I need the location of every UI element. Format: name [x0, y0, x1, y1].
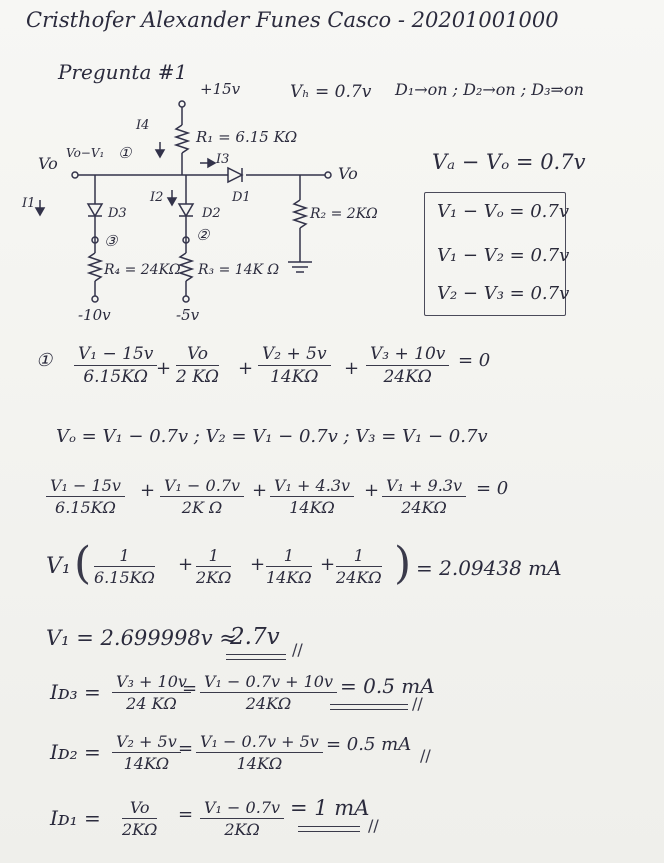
- eq1-term1: $\frac{\text{V₁ − 15v}}{6.15K\Omega}$: [74, 344, 157, 387]
- v1-result-value: 2.7v: [230, 624, 280, 650]
- substitutions-line: Vₒ = V₁ − 0.7v ; V₂ = V₁ − 0.7v ; V₃ = V₁ − 0.7v: [56, 426, 488, 447]
- id1-label: Iᴅ₁ =: [50, 806, 101, 830]
- eq1-equals: = 0: [458, 350, 491, 371]
- question-heading: Pregunta #1: [58, 60, 188, 84]
- id3-term2: $\frac{\text{V₁ − 0.7v + 10v}}{24K\Omega}$: [200, 672, 337, 713]
- eq2-term4: $\frac{\text{V₁ + 9.3v}}{24K\Omega}$: [382, 476, 466, 517]
- eq3-term3: $\frac{1}{14K\Omega}$: [266, 546, 312, 587]
- diode-states-given: D₁→on ; D₂→on ; D₃⇒on: [395, 80, 584, 99]
- vo-v1-label: Vo−V₁: [66, 146, 105, 160]
- vo-right-label: Vo: [338, 164, 358, 183]
- eq3-result: = 2.09438 mA: [416, 556, 562, 580]
- r1-resistor: [176, 125, 188, 153]
- boxed-equations: [424, 192, 570, 316]
- node-2-label: ②: [196, 226, 210, 244]
- r2-label: R₂ = 2KΩ: [310, 206, 378, 222]
- supply-mid-label: -5v: [176, 306, 200, 324]
- d2-label: D2: [202, 206, 221, 221]
- r4-label: R₄ = 24KΩ: [104, 262, 181, 278]
- supply-left-label: -10v: [78, 306, 111, 324]
- eq1-term3: $\frac{\text{V₂ + 5v}}{14K\Omega}$: [258, 344, 331, 387]
- i1-label: I1: [22, 196, 36, 211]
- node-3-label: ③: [104, 232, 118, 250]
- eq3-v1: V₁: [46, 554, 71, 579]
- eq3-term2: $\frac{1}{2K\Omega}$: [196, 546, 232, 587]
- id2-result: = 0.5 mA: [326, 734, 412, 755]
- diode-voltage-given: Vₕ = 0.7v: [290, 82, 372, 102]
- id3-label: Iᴅ₃ =: [50, 680, 101, 704]
- student-title: Cristhofer Alexander Funes Casco - 20201001000: [26, 8, 559, 32]
- r3-label: R₃ = 14K Ω: [198, 262, 280, 278]
- box-eq-2: V₁ − V₂ = 0.7v: [437, 245, 570, 266]
- node-1-label: ①: [118, 144, 132, 162]
- eq3-term4: $\frac{1}{24K\Omega}$: [336, 546, 382, 587]
- id3-term1: $\frac{\text{V₃ + 10v}}{24 K\Omega}$: [112, 672, 191, 713]
- eq1-marker: ①: [36, 350, 53, 371]
- id1-term2: $\frac{\text{V₁ − 0.7v}}{2K\Omega}$: [200, 798, 284, 839]
- i3-label: I3: [216, 152, 230, 167]
- va-vo-equation: Vₐ − Vₒ = 0.7v: [432, 150, 586, 174]
- eq2-term1: $\frac{\text{V₁ − 15v}}{6.15K\Omega}$: [46, 476, 125, 517]
- i4-label: I4: [136, 118, 150, 133]
- id1-term1: $\frac{Vo}{2K\Omega}$: [122, 798, 158, 839]
- id2-label: Iᴅ₂ =: [50, 740, 101, 764]
- id1-result: = 1 mA: [290, 796, 370, 820]
- supply-top-label: +15v: [200, 80, 241, 98]
- id2-term1: $\frac{\text{V₂ + 5v}}{14K\Omega}$: [112, 732, 181, 773]
- eq2-term2: $\frac{\text{V₁ − 0.7v}}{\text{2K Ω}}$: [160, 476, 244, 517]
- box-eq-1: V₁ − Vₒ = 0.7v: [437, 201, 569, 222]
- box-eq-3: V₂ − V₃ = 0.7v: [437, 283, 570, 304]
- eq3-term1: $\frac{1}{6.15K\Omega}$: [94, 546, 155, 587]
- d3-label: D3: [108, 206, 127, 221]
- id3-result: = 0.5 mA: [340, 674, 435, 698]
- r1-label: R₁ = 6.15 KΩ: [196, 128, 298, 146]
- eq1-term4: $\frac{\text{V₃ + 10v}}{24K\Omega}$: [366, 344, 449, 387]
- i2-label: I2: [150, 190, 164, 205]
- eq2-term3: $\frac{\text{V₁ + 4.3v}}{14K\Omega}$: [270, 476, 354, 517]
- eq1-term2: $\frac{Vo}{2 K\Omega}$: [176, 344, 220, 387]
- v1-result-lhs: V₁ = 2.699998v ≈: [46, 626, 237, 650]
- eq2-equals: = 0: [476, 478, 509, 499]
- d1-label: D1: [232, 190, 251, 205]
- vo-left-label: Vo: [38, 154, 58, 173]
- id2-term2: $\frac{\text{V₁ − 0.7v + 5v}}{14K\Omega}$: [196, 732, 323, 773]
- homework-page: Cristhofer Alexander Funes Casco - 20201001000 Pregunta #1 Vₕ = 0.7v D₁→on ; D₂→on ; D₃⇒on +15v R₁ = 6.15 KΩ R₂ = 2KΩ R₃ = 14K Ω R₄ = 24KΩ -10v -5v Vo Vo Vo−V₁ ① ② ③ I4 I3 I2 I1 D1 D2 D3 Vₐ − Vₒ = 0.7v V₁ − Vₒ = 0.7v V₁ − V₂ = 0.7v V₂ − V₃ = 0.7v ① $\frac{\text{V₁ − 15v}}{6.15K\Omega}$ + $\frac{Vo}{2 K\Omega}$ + $\frac{\text{V₂ + 5v}}{14K\Omega}$ + $\frac{\text{V₃ + 10v}}{24K\Omega}$ = 0 Vₒ = V₁ − 0.7v ; V₂ = V₁ − 0.7v ; V₃ = V₁ − 0.7v $\frac{\text{V₁ − 15v}}{6.15K\Omega}$ + $\frac{\text{V₁ − 0.7v}}{\text{2K Ω}}$ + $\frac{\text{V₁ + 4.3v}}{14K\Omega}$ + $\frac{\text{V₁ + 9.3v}}{24K\Omega}$ = 0 V₁ ( $\frac{1}{6.15K\Omega}$ + $\frac{1}{2K\Omega}$ + $\frac{1}{14K\Omega}$ + $\frac{1}{24K\Omega}$ ) = 2.09438 mA V₁ = 2.699998v ≈ 2.7v // Iᴅ₃ = $\frac{\text{V₃ + 10v}}{24 K\Omega}$ = $\frac{\text{V₁ − 0.7v + 10v}}{24K\Omega}$ = 0.5 mA // Iᴅ₂ = $\frac{\text{V₂ + 5v}}{14K\Omega}$ = $\frac{\text{V₁ − 0.7v + 5v}}{14K\Omega}$ = 0.5 mA // Iᴅ₁ = $\frac{Vo}{2K\Omega}$ = $\frac{\text{V₁ − 0.7v}}{2K\Omega}$ = 1 mA //: [0, 0, 664, 863]
